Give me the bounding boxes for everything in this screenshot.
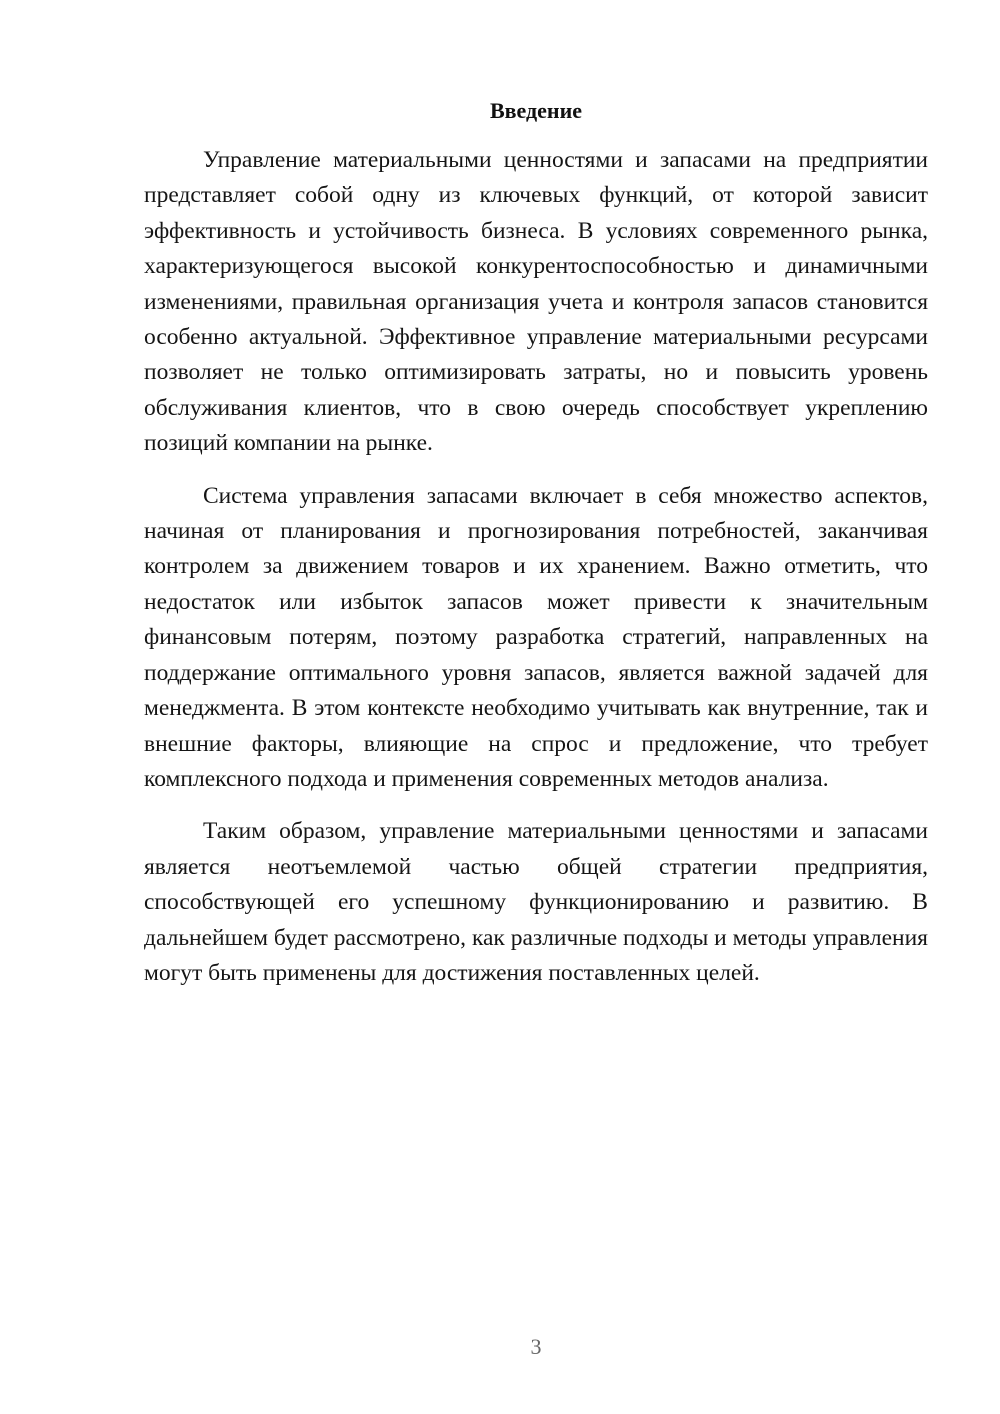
paragraph-2: Система управления запасами включает в себя множество аспектов, начиная от планирования и прогнозирования потребностей, заканчивая контролем за движением товаров и их хранением. Важно отметить, что недостаток или избыток запасов может привести к значительным финансовым потерям, поэтому разработка стратегий, направленных на поддержание оптимального уровня запасов, является важной задачей для менеджмента. В этом контексте необходимо учитывать как внутренние, так и внешние факторы, влияющие на спрос и предложение, что требует комплексного подхода и применения современных методов анализа. bbox=[144, 482, 928, 792]
paragraph-1: Управление материальными ценностями и запасами на предприятии представляет собой одну из ключевых функций, от которой зависит эффективность и устойчивость бизнеса. В условиях современного рынка, характеризующегося высокой конкурентоспособностью и динамичными изменениями, правильная организация учета и контроля запасов становится особенно актуальной. Эффективное управление материальными ресурсами позволяет не только оптимизировать затраты, но и повысить уровень обслуживания клиентов, что в свою очередь способствует укреплению позиций компании на рынке. bbox=[144, 147, 928, 457]
paragraph-3: Таким образом, управление материальными ценностями и запасами является неотъемлемой частью общей стратегии предприятия, способствующей его успешному функционированию и развитию. В дальнейшем будет рассмотрено, как различные подходы и методы управления могут быть применены для достижения поставленных целей. bbox=[144, 818, 928, 986]
page-number: 3 bbox=[530, 1334, 542, 1359]
page-title: Введение bbox=[489, 98, 583, 123]
document-body bbox=[144, 143, 928, 1008]
